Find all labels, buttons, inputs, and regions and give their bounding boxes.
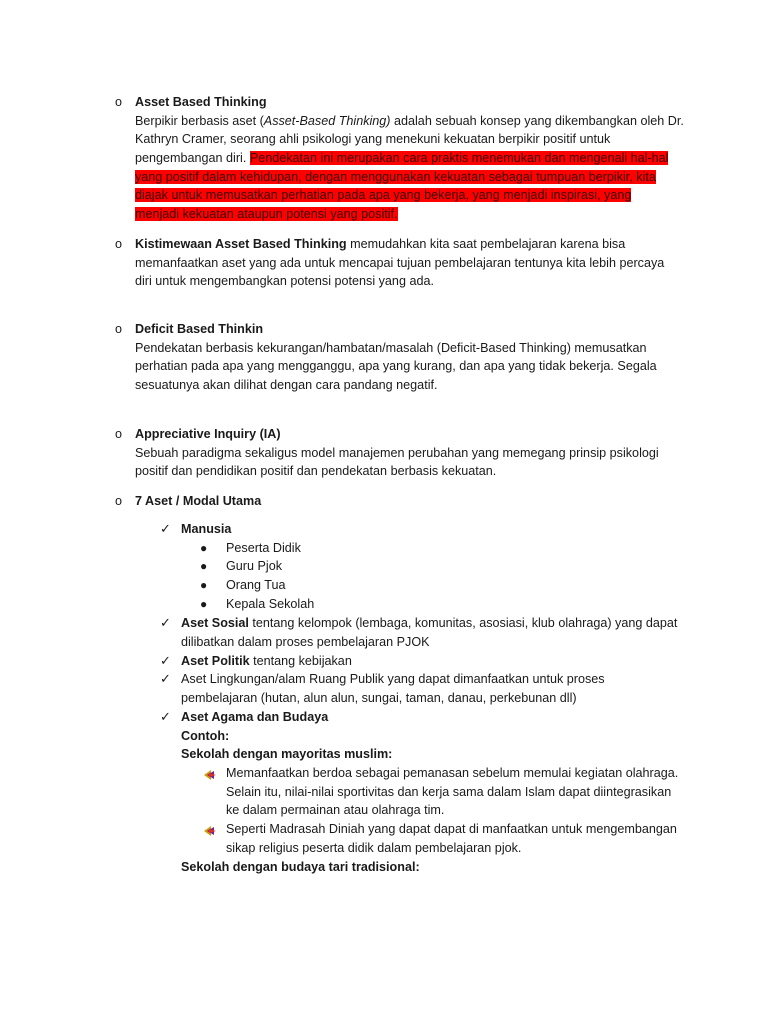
section-keistimewaan	[115, 235, 715, 291]
paragraph-line: positif dan pendidikan positif dan pendekatan berbasis kekuatan.	[135, 464, 497, 479]
section-appreciative-inquiry	[115, 425, 715, 481]
section-title: Deficit Based Thinkin	[135, 322, 264, 336]
checkmark-icon: ✓	[160, 521, 171, 536]
section-title: 7 Aset / Modal Utama	[135, 494, 262, 508]
check-item-politik	[160, 652, 720, 671]
checkmark-icon: ✓	[160, 671, 171, 686]
arrow-list-item: Memanfaatkan berdoa sebagai pemanasan sebelum memulai kegiatan olahraga. Selain itu, nilai-nilai sportivitas dan kerja sama dalam Islam dapat diintegrasikan ke dalam permainan atau olahraga tim.	[226, 766, 679, 818]
subheading-muslim: Sekolah dengan mayoritas muslim:	[181, 747, 393, 762]
highlighted-text: yang positif dalam kehidupan, dengan menggunakan kekuatan sebagai tumpuan berpikir, kita	[135, 169, 656, 184]
subheading-tari: Sekolah dengan budaya tari tradisional:	[181, 860, 420, 874]
paragraph-line	[135, 205, 715, 224]
check-item-agama-budaya	[160, 708, 720, 764]
checkmark-icon: ✓	[160, 615, 171, 630]
colored-arrow-bullet-icon	[203, 768, 217, 782]
arrow-list-item: Seperti Madrasah Diniah yang dapat dapat di manfaatkan untuk mengembangan sikap religius peserta didik dalam pembelajaran pjok.	[226, 822, 677, 855]
section-bullet-icon: o	[115, 237, 123, 251]
highlighted-text: menjadi kekuatan ataupun potensi yang positif.	[135, 207, 398, 222]
paragraph-line: diri untuk mengembangkan potensi potensi yang ada.	[135, 274, 434, 289]
round-bullet-icon: ●	[200, 559, 208, 573]
highlighted-text: diajak untuk memusatkan perhatian pada apa yang bekerja, yang menjadi inspirasi, yang	[135, 188, 632, 203]
colored-arrow-bullet-icon	[203, 824, 217, 838]
check-item-manusia	[160, 520, 720, 539]
check-item-sosial	[160, 614, 720, 651]
section-title: Asset Based Thinking	[135, 95, 267, 109]
section-title: Kistimewaan Asset Based Thinking	[135, 237, 347, 251]
section-deficit-based	[115, 320, 715, 395]
paragraph-line	[135, 186, 715, 205]
contoh-label: Contoh:	[181, 728, 230, 743]
section-title: Appreciative Inquiry (IA)	[135, 427, 281, 441]
round-bullet-icon: ●	[200, 597, 208, 611]
paragraph-line: Kistimewaan Asset Based Thinking memudahkan kita saat pembelajaran karena bisa	[135, 237, 626, 251]
paragraph-line: Berpikir berbasis aset (Asset-Based Thinking) adalah sebuah konsep yang dikembangkan oleh Dr.	[135, 113, 684, 128]
round-bullet-icon: ●	[200, 578, 208, 592]
checkmark-icon: ✓	[160, 709, 171, 724]
list-item: Kepala Sekolah	[226, 597, 315, 611]
paragraph-line: memanfaatkan aset yang ada untuk mencapai tujuan pembelajaran tentunya kita lebih percaya	[135, 255, 665, 270]
round-bullet-icon: ●	[200, 541, 208, 555]
section-asset-based-thinking	[115, 93, 715, 224]
paragraph-line: Aset Sosial tentang kelompok (lembaga, komunitas, asosiasi, klub olahraga) yang dapat	[181, 616, 678, 630]
list-item: Peserta Didik	[226, 541, 301, 555]
paragraph-line: dilibatkan dalam proses pembelajaran PJOK	[181, 634, 430, 649]
section-bullet-icon: o	[115, 322, 123, 336]
list-item: Guru Pjok	[226, 559, 282, 573]
paragraph-line: Sebuah paradigma sekaligus model manajemen perubahan yang memegang prinsip psikologi	[135, 445, 659, 460]
section-bullet-icon: o	[115, 95, 123, 109]
check-title: Manusia	[181, 522, 232, 536]
paragraph-line: perhatian pada apa yang mengganggu, apa yang kurang, dan apa yang tidak bekerja. Segala	[135, 359, 657, 374]
check-item-lingkungan	[160, 670, 720, 707]
paragraph-line: Pendekatan berbasis kekurangan/hambatan/masalah (Deficit-Based Thinking) memusatkan	[135, 340, 647, 355]
check-title: Aset Agama dan Budaya	[181, 710, 329, 724]
checkmark-icon: ✓	[160, 653, 171, 668]
highlighted-text: Pendekatan ini merupakan cara praktis menemukan dan mengenali hal-hal	[249, 151, 669, 166]
paragraph-line	[135, 168, 715, 187]
section-bullet-icon: o	[115, 427, 123, 441]
section-bullet-icon: o	[115, 494, 123, 508]
paragraph-line: sesuatunya akan dilihat dengan cara pandang negatif.	[135, 378, 438, 393]
paragraph-line: pembelajaran (hutan, alun alun, sungai, taman, danau, perkebunan dll)	[181, 690, 577, 705]
section-7-aset	[115, 492, 715, 511]
paragraph-line: pengembangan diri. Pendekatan ini merupakan cara praktis menemukan dan mengenali hal-hal	[135, 151, 669, 166]
list-item: Orang Tua	[226, 578, 286, 592]
paragraph-line: Kathryn Cramer, seorang ahli psikologi yang menekuni kekuatan berpikir positif untuk	[135, 132, 611, 147]
paragraph-line: Aset Politik tentang kebijakan	[181, 654, 352, 668]
paragraph-line: Aset Lingkungan/alam Ruang Publik yang dapat dimanfaatkan untuk proses	[181, 672, 605, 686]
